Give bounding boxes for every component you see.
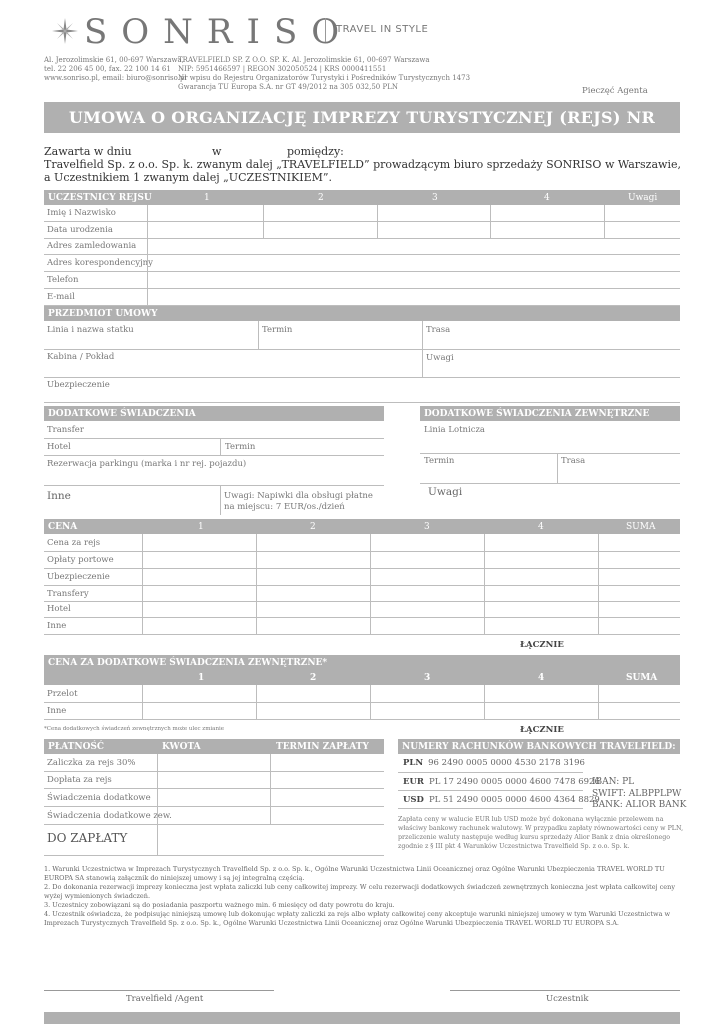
- bank-account-usd: [403, 795, 600, 805]
- participant-row-label: Adres korespondencyjny: [47, 258, 153, 268]
- intro-date-label: Zawarta w dniu: [44, 145, 132, 158]
- logo-divider: [325, 18, 326, 42]
- term-item: 3. Uczestnicy zobowiązani są do posiadania paszportu ważnego min. 6 miesięcy od daty powrotu do kraju.: [44, 901, 395, 909]
- participant-row-label: Adres zamledowania: [47, 241, 137, 251]
- parking-label: Rezerwacja parkingu (marka i nr rej. pojazdu): [47, 459, 247, 469]
- subject-header: [44, 306, 680, 321]
- subject-route-label: Trasa: [426, 325, 451, 335]
- bank-account-pln: [403, 758, 585, 768]
- tips-note: Uwagi: Napiwki dla obsługi płatne na miejscu: 7 EUR/os./dzień: [224, 491, 373, 512]
- ext-price-col-2: 2: [310, 673, 317, 683]
- swift-label: SWIFT: ALBPPLPW: [592, 789, 682, 799]
- price-col-sum: SUMA: [626, 522, 656, 532]
- ext-price-row-label: Inne: [47, 706, 67, 716]
- eur-code: EUR: [403, 777, 424, 787]
- ext-price-footnote: *Cena dodatkowych świadczeń zewnętrznych może ulec zmianie: [44, 726, 225, 732]
- ext-price-col-1: 1: [198, 673, 205, 683]
- logo-text: SONRISO: [84, 12, 354, 52]
- participants-title: UCZESTNICY REJSU: [48, 193, 152, 203]
- page-title: UMOWA O ORGANIZACJĘ IMPREZY TURYSTYCZNEJ (REJS) NR: [44, 102, 680, 133]
- participant-col-4: 4: [544, 193, 550, 203]
- term-item: 1. Warunki Uczestnictwa w Imprezach Turystycznych Travelfield Sp. z o.o. Sp. k., Ogólne Warunki Uczestnictwa Linii Oceanicznej oraz Ogólne Warunki Ubezpieczenia TRAVEL WORLD TU EUROPA SA stanowią załącznik do niniejszej umowy i są jej integralną częścią.: [44, 865, 665, 882]
- ext-price-title: CENA ZA DODATKOWE ŚWIADCZENIA ZEWNĘTRZNE*: [48, 658, 328, 668]
- price-col-4: 4: [538, 522, 544, 532]
- price-row-label: Transfery: [47, 589, 89, 599]
- bank-name-label: BANK: ALIOR BANK: [592, 800, 687, 810]
- office-address: [44, 56, 187, 83]
- external-term-label: Termin: [424, 456, 455, 466]
- participant-col-1: 1: [204, 193, 210, 203]
- payment-row-label: Dopłata za rejs: [47, 775, 112, 785]
- price-row-label: Cena za rejs: [47, 538, 101, 548]
- address-line-1: Al. Jerozolimskie 61, 00-697 Warszawa,: [44, 56, 184, 64]
- logo: [50, 10, 380, 50]
- airline-label: Linia Lotnicza: [424, 425, 486, 435]
- subject-term-label: Termin: [262, 325, 293, 335]
- subject-notes-label: Uwagi: [426, 353, 454, 363]
- extras-header: [44, 406, 384, 421]
- external-header: [420, 406, 680, 421]
- intro-place-label: w: [212, 145, 222, 158]
- eur-account: PL 17 2490 0005 0000 4600 7478 6926: [428, 777, 600, 787]
- participant-signature-line: [450, 990, 680, 991]
- ext-price-total-label: ŁĄCZNIE: [520, 725, 564, 735]
- agent-signature-label: Travelfield /Agent: [126, 994, 204, 1004]
- payment-row-label: Świadczenia dodatkowe: [47, 793, 151, 803]
- payment-row-label: Świadczenia dodatkowe zew.: [47, 811, 172, 821]
- participant-name-input[interactable]: [148, 205, 263, 221]
- external-route-label: Trasa: [561, 456, 586, 466]
- price-col-3: 3: [424, 522, 430, 532]
- price-header: [44, 519, 680, 534]
- ext-price-col-4: 4: [538, 673, 545, 683]
- extras-term-label: Termin: [225, 442, 256, 452]
- price-title: CENA: [48, 522, 78, 532]
- company-line-3: Nr wpisu do Rejestru Organizatorów Turystyki i Pośredników Turystycznych 1473: [178, 74, 471, 82]
- tagline: TRAVEL IN STYLE: [336, 24, 429, 35]
- price-total-label: ŁĄCZNIE: [520, 640, 564, 650]
- payment-col-title: PŁATNOŚĆ: [48, 742, 105, 752]
- amount-col-title: KWOTA: [162, 742, 201, 752]
- price-row-label: Ubezpieczenie: [47, 572, 110, 582]
- participant-col-notes: Uwagi: [628, 193, 658, 203]
- compass-star-icon: [52, 18, 78, 44]
- external-notes-label: Uwagi: [428, 486, 463, 498]
- transfer-label: Transfer: [47, 425, 84, 435]
- external-title: DODATKOWE ŚWIADCZENIA ZEWNĘTRZNE: [424, 409, 650, 419]
- address-line-2: tel. 22 206 45 00, fax. 22 100 14 61: [44, 65, 171, 73]
- term-item: 4. Uczestnik oświadcza, że podpisując niniejszą umowę lub dokonując wpłaty zaliczki za rejs albo wpłaty całkowitej ceny akceptuje warunki niniejszej umowy w tym Warunki Uczestnictwa w Imprezach Turystycznych Travelfield Sp. z o.o. Sp. k., Ogólne Warunki Uczestnictwa Linii Oceanicznej oraz Ogólne Warunki Ubezpieczenia TRAVEL WORLD TU EUROPA S.A.: [44, 910, 671, 927]
- due-date-col-title: TERMIN ZAPŁATY: [276, 742, 369, 752]
- company-line-4: Gwarancja TU Europa S.A. nr GT 49/2012 na 305 032,50 PLN: [178, 83, 398, 91]
- participant-col-2: 2: [318, 193, 324, 203]
- price-row-label: Hotel: [47, 604, 71, 614]
- bank-title: NUMERY RACHUNKÓW BANKOWYCH TRAVELFIELD:: [402, 742, 676, 752]
- participants-header: [44, 190, 680, 205]
- ext-price-col-sum: SUMA: [626, 673, 658, 683]
- participant-row-label: Data urodzenia: [47, 225, 113, 235]
- participant-row-label: Imię i Nazwisko: [47, 208, 116, 218]
- ship-line-label: Linia i nazwa statku: [47, 325, 134, 335]
- terms-list: [44, 865, 680, 928]
- price-row-label: Opłaty portowe: [47, 555, 114, 565]
- price-col-1: 1: [198, 522, 204, 532]
- pln-account: 96 2490 0005 0000 4530 2178 3196: [428, 758, 585, 768]
- intro: [44, 145, 684, 184]
- payment-row-label: Zaliczka za rejs 30%: [47, 758, 136, 768]
- bank-header: [398, 739, 680, 754]
- footer-bar: [44, 1012, 680, 1024]
- agent-signature-line: [44, 990, 274, 991]
- company-info: [178, 56, 470, 92]
- price-row-label: Inne: [47, 621, 67, 631]
- ext-price-header: [44, 655, 680, 685]
- participant-row-label: Telefon: [47, 275, 79, 285]
- intro-line-2: Travelfield Sp. z o.o. Sp. k. zwanym dalej „TRAVELFIELD” prowadzącym biuro sprzedaży SONRISO w Warszawie,: [44, 158, 681, 171]
- usd-code: USD: [403, 795, 424, 805]
- subject-title: PRZEDMIOT UMOWY: [48, 309, 158, 319]
- extras-title: DODATKOWE ŚWIADCZENIA: [48, 409, 196, 419]
- iban-label: IBAN: PL: [592, 777, 635, 787]
- participant-row-label: E-mail: [47, 292, 75, 302]
- cabin-label: Kabina / Pokład: [47, 352, 115, 362]
- intro-between-label: pomiędzy:: [287, 145, 344, 158]
- participant-col-3: 3: [432, 193, 438, 203]
- extras-other-label: Inne: [47, 490, 71, 502]
- hotel-label: Hotel: [47, 442, 71, 452]
- amount-due-label: DO ZAPŁATY: [47, 831, 128, 845]
- term-item: 2. Do dokonania rezerwacji imprezy konieczna jest wpłata zaliczki lub ceny całkowitej imprezy. W celu rezerwacji dodatkowych świadczeń zewnętrznych konieczna jest wpłata całkowitej ceny wyżej wymienionych świadczeń.: [44, 883, 676, 900]
- company-line-1: TRAVELFIELD SP. Z O.O. SP. K. Al. Jerozolimskie 61, 00-697 Warszawa: [178, 56, 430, 64]
- usd-account: PL 51 2490 0005 0000 4600 4364 8829: [428, 795, 600, 805]
- price-col-2: 2: [310, 522, 316, 532]
- agent-stamp-label: Pieczęć Agenta: [582, 86, 648, 96]
- insurance-label: Ubezpieczenie: [47, 380, 110, 390]
- bank-account-eur: [403, 777, 600, 787]
- pln-code: PLN: [403, 758, 424, 768]
- payment-header: [44, 739, 384, 754]
- company-line-2: NIP: 5951466597 | REGON 302050524 | KRS 0000411551: [178, 65, 387, 73]
- address-line-3: www.sonriso.pl, email: biuro@sonriso.pl: [44, 74, 187, 82]
- ext-price-row-label: Przelot: [47, 689, 78, 699]
- ext-price-col-3: 3: [424, 673, 431, 683]
- currency-note: Zapłata ceny w walucie EUR lub USD może być dokonana wyłącznie przelewem na właściwy bankowy rachunek walutowy. W przypadku zapłaty równowartości ceny w PLN, przeliczenie waluty następuje według kursu sprzedaży Alior Bank z dnia określonego zgodnie z § III pkt 4 Warunków Uczestnictwa Travelfield Sp. z o.o. Sp. k.: [398, 816, 684, 850]
- participant-signature-label: Uczestnik: [546, 994, 589, 1004]
- intro-line-1: [44, 145, 684, 158]
- intro-line-3: a Uczestnikiem 1 zwanym dalej „UCZESTNIKIEM”.: [44, 171, 332, 184]
